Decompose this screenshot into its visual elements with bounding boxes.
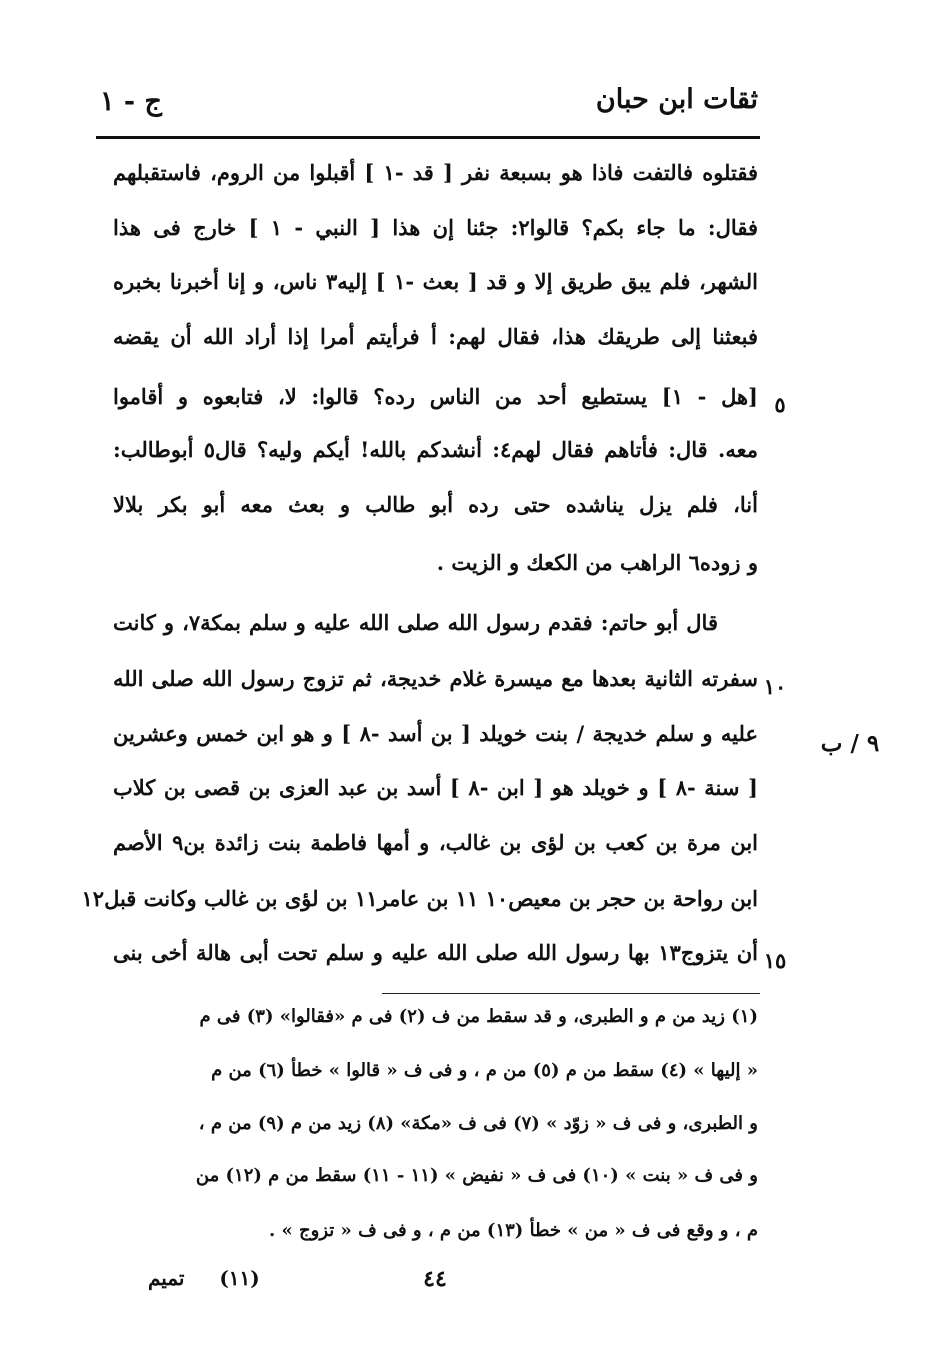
printer-signature (148, 1266, 260, 1290)
line-number-5: ٥ (774, 392, 786, 417)
text-line-15: أن يتزوج١٣ بها رسول الله صلى الله عليه و سلم تحت أبى هالة أخى بنى (113, 940, 758, 965)
text-line-4: فبعثنا إلى طريقك هذا، فقال لهم: أ فرأيتم أمرا إذا أراد الله أن يقضه (113, 324, 758, 349)
manuscript-folio-note: ٩ / ب (820, 730, 880, 757)
text-line-11: عليه و سلم خديجة / بنت خويلد [ بن أسد -٨ ] و هو ابن خمس وعشرين (113, 721, 759, 746)
text-line-5: [هل - ١] يستطيع أحد من الناس رده؟ قالوا: لا، فتابعوه و أقاموا (113, 384, 758, 409)
text-line-1: فقتلوه فالتفت فاذا هو بسبعة نفر [ قد -١ ] أقبلوا من الروم، فاستقبلهم (113, 160, 759, 185)
text-line-14: ابن رواحة بن حجر بن معيص١٠ ١١ بن عامر١١ بن لؤى بن غالب وكانت قبل١٢ (81, 886, 758, 911)
footnote-line-4: و فى ف « بنت » (١٠) فى ف « نفيض » (١١ - ١١) سقط من م (١٢) من (195, 1165, 758, 1186)
text-line-8: و زوده٦ الراهب من الكعك و الزيت . (436, 550, 758, 575)
text-line-13: ابن مرة بن كعب بن لؤى بن غالب، و أمها فاطمة بنت زائدة بن٩ الأصم (113, 830, 758, 855)
signature-number: (١١) (219, 1266, 260, 1290)
footnote-rule (382, 993, 760, 994)
volume-label: ج - ١ (100, 86, 162, 117)
running-title: ثقات ابن حبان (595, 84, 758, 115)
page-number: ٤٤ (423, 1266, 447, 1292)
text-line-9: قال أبو حاتم: فقدم رسول الله صلى الله عليه و سلم بمكة٧، و كانت (113, 610, 718, 635)
text-line-2: فقال: ما جاء بكم؟ قالوا٢: جئنا إن هذا [ النبي - ١ ] خارج فى هذا (113, 215, 758, 240)
text-line-3: الشهر، فلم يبق طريق إلا و قد [ بعث -١ ] إليه٣ ناس، و إنا أخبرنا بخبره (113, 269, 758, 294)
footnote-line-3: و الطبرى، و فى ف « زوّد » (٧) فى ف «مكة» (٨) زيد من م (٩) من م ، (198, 1113, 758, 1134)
signature-word: تميم (148, 1266, 185, 1290)
text-line-10: سفرته الثانية بعدها مع ميسرة غلام خديجة، ثم تزوج رسول الله صلى الله (113, 666, 758, 691)
header-rule (96, 136, 760, 139)
line-number-10: ١٠ (763, 674, 787, 699)
footnote-line-2: « إليها » (٤) سقط من م (٥) من م ، و فى ف « قالوا » خطأ (٦) من م (211, 1060, 758, 1081)
text-line-12: [ سنة -٨ ] و خويلد هو [ ابن -٨ ] أسد بن عبد العزى بن قصى بن كلاب (113, 775, 758, 800)
text-line-6: معه. قال: فأتاهم فقال لهم٤: أنشدكم بالله! أيكم وليه؟ قال٥ أبوطالب: (113, 437, 758, 462)
footnote-line-5: م ، و وقع فى ف « من » خطأ (١٣) من م ، و فى ف « تزوج » . (268, 1220, 758, 1241)
line-number-15: ١٥ (763, 948, 787, 973)
footnote-line-1: (١) زيد من م و الطبرى، و قد سقط من ف (٢) فى م «فقالوا» (٣) فى م (199, 1006, 758, 1027)
text-line-7: أنا، فلم يزل يناشده حتى رده أبو طالب و بعث معه أبو بكر بلالا (113, 492, 758, 517)
